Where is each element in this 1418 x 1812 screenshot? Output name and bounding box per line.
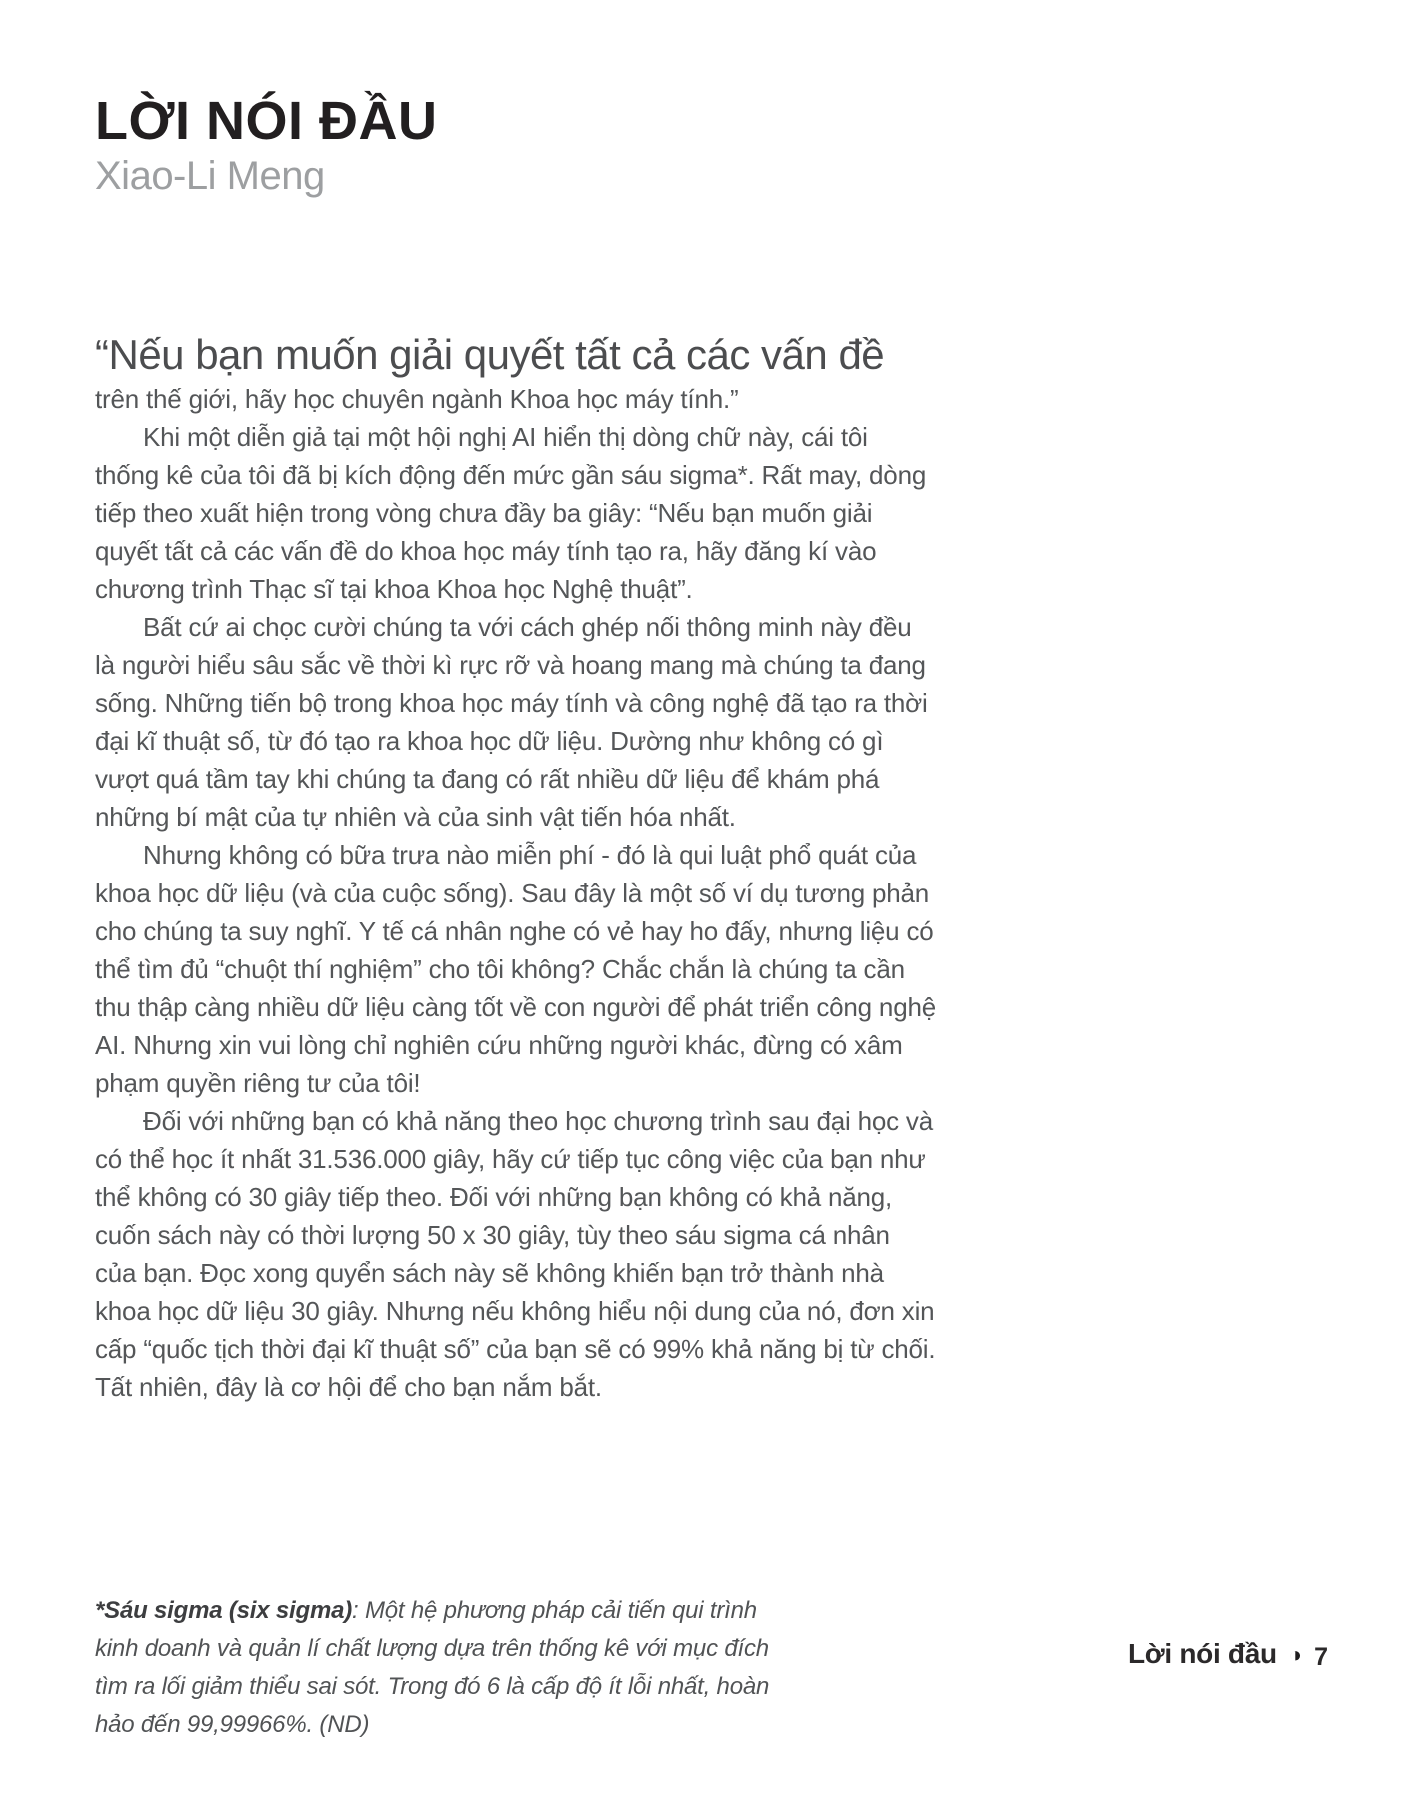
lead-quote xyxy=(95,330,937,418)
page-header xyxy=(95,92,438,199)
body-paragraph: Khi một diễn giả tại một hội nghị AI hiển thị dòng chữ này, cái tôi thống kê của tôi đã bị kích động đến mức gần sáu sigma*. Rất may, dòng tiếp theo xuất hiện trong vòng chưa đầy ba giây: “Nếu bạn muốn giải quyết tất cả các vấn đề do khoa học máy tính tạo ra, hãy đăng kí vào chương trình Thạc sĩ tại khoa Khoa học Nghệ thuật”. xyxy=(95,422,927,604)
page-title: LỜI NÓI ĐẦU xyxy=(95,91,438,151)
footnote-text: : Một hệ phương pháp cải tiến qui trình kinh doanh và quản lí chất lượng dựa trên thống kê với mục đích tìm ra lối giảm thiểu sai sót. Trong đó 6 là cấp độ ít lỗi nhất, hoàn hảo đến 99,99966%. (ND) xyxy=(95,1597,770,1738)
footnote-term: *Sáu sigma (six sigma) xyxy=(95,1597,353,1624)
half-circle-icon: ◑ xyxy=(1288,1642,1303,1667)
running-footer xyxy=(1128,1638,1328,1670)
body-paragraph: Nhưng không có bữa trưa nào miễn phí - đó là qui luật phổ quát của khoa học dữ liệu (và của cuộc sống). Sau đây là một số ví dụ tương phản cho chúng ta suy nghĩ. Y tế cá nhân nghe có vẻ hay ho đấy, nhưng liệu có thể tìm đủ “chuột thí nghiệm” cho tôi không? Chắc chắn là chúng ta cần thu thập càng nhiều dữ liệu càng tốt về con người để phát triển công nghệ AI. Nhưng xin vui lòng chỉ nghiên cứu những người khác, đừng có xâm phạm quyền riêng tư của tôi! xyxy=(95,840,936,1098)
footnote xyxy=(95,1592,805,1744)
page-number: 7 xyxy=(1314,1642,1328,1671)
preface-body xyxy=(95,330,937,1406)
footer-section-title: Lời nói đầu xyxy=(1127,1638,1277,1669)
lead-quote-line-1: “Nếu bạn muốn giải quyết tất cả các vấn đề xyxy=(95,331,885,378)
body-paragraph: Đối với những bạn có khả năng theo học chương trình sau đại học và có thể học ít nhất 31.536.000 giây, hãy cứ tiếp tục công việc của bạn như thể không có 30 giây tiếp theo. Đối với những bạn không có khả năng, cuốn sách này có thời lượng 50 x 30 giây, tùy theo sáu sigma cá nhân của bạn. Đọc xong quyển sách này sẽ không khiến bạn trở thành nhà khoa học dữ liệu 30 giây. Nhưng nếu không hiểu nội dung của nó, đơn xin cấp “quốc tịch thời đại kĩ thuật số” của bạn sẽ có 99% khả năng bị từ chối. Tất nhiên, đây là cơ hội để cho bạn nắm bắt. xyxy=(95,1106,936,1402)
author-name: Xiao-Li Meng xyxy=(95,154,325,199)
lead-quote-line-2: trên thế giới, hãy học chuyên ngành Khoa học máy tính.” xyxy=(95,384,739,414)
body-paragraph: Bất cứ ai chọc cười chúng ta với cách ghép nối thông minh này đều là người hiểu sâu sắc về thời kì rực rỡ và hoang mang mà chúng ta đang sống. Những tiến bộ trong khoa học máy tính và công nghệ đã tạo ra thời đại kĩ thuật số, từ đó tạo ra khoa học dữ liệu. Dường như không có gì vượt quá tầm tay khi chúng ta đang có rất nhiều dữ liệu để khám phá những bí mật của tự nhiên và của sinh vật tiến hóa nhất. xyxy=(95,612,928,832)
